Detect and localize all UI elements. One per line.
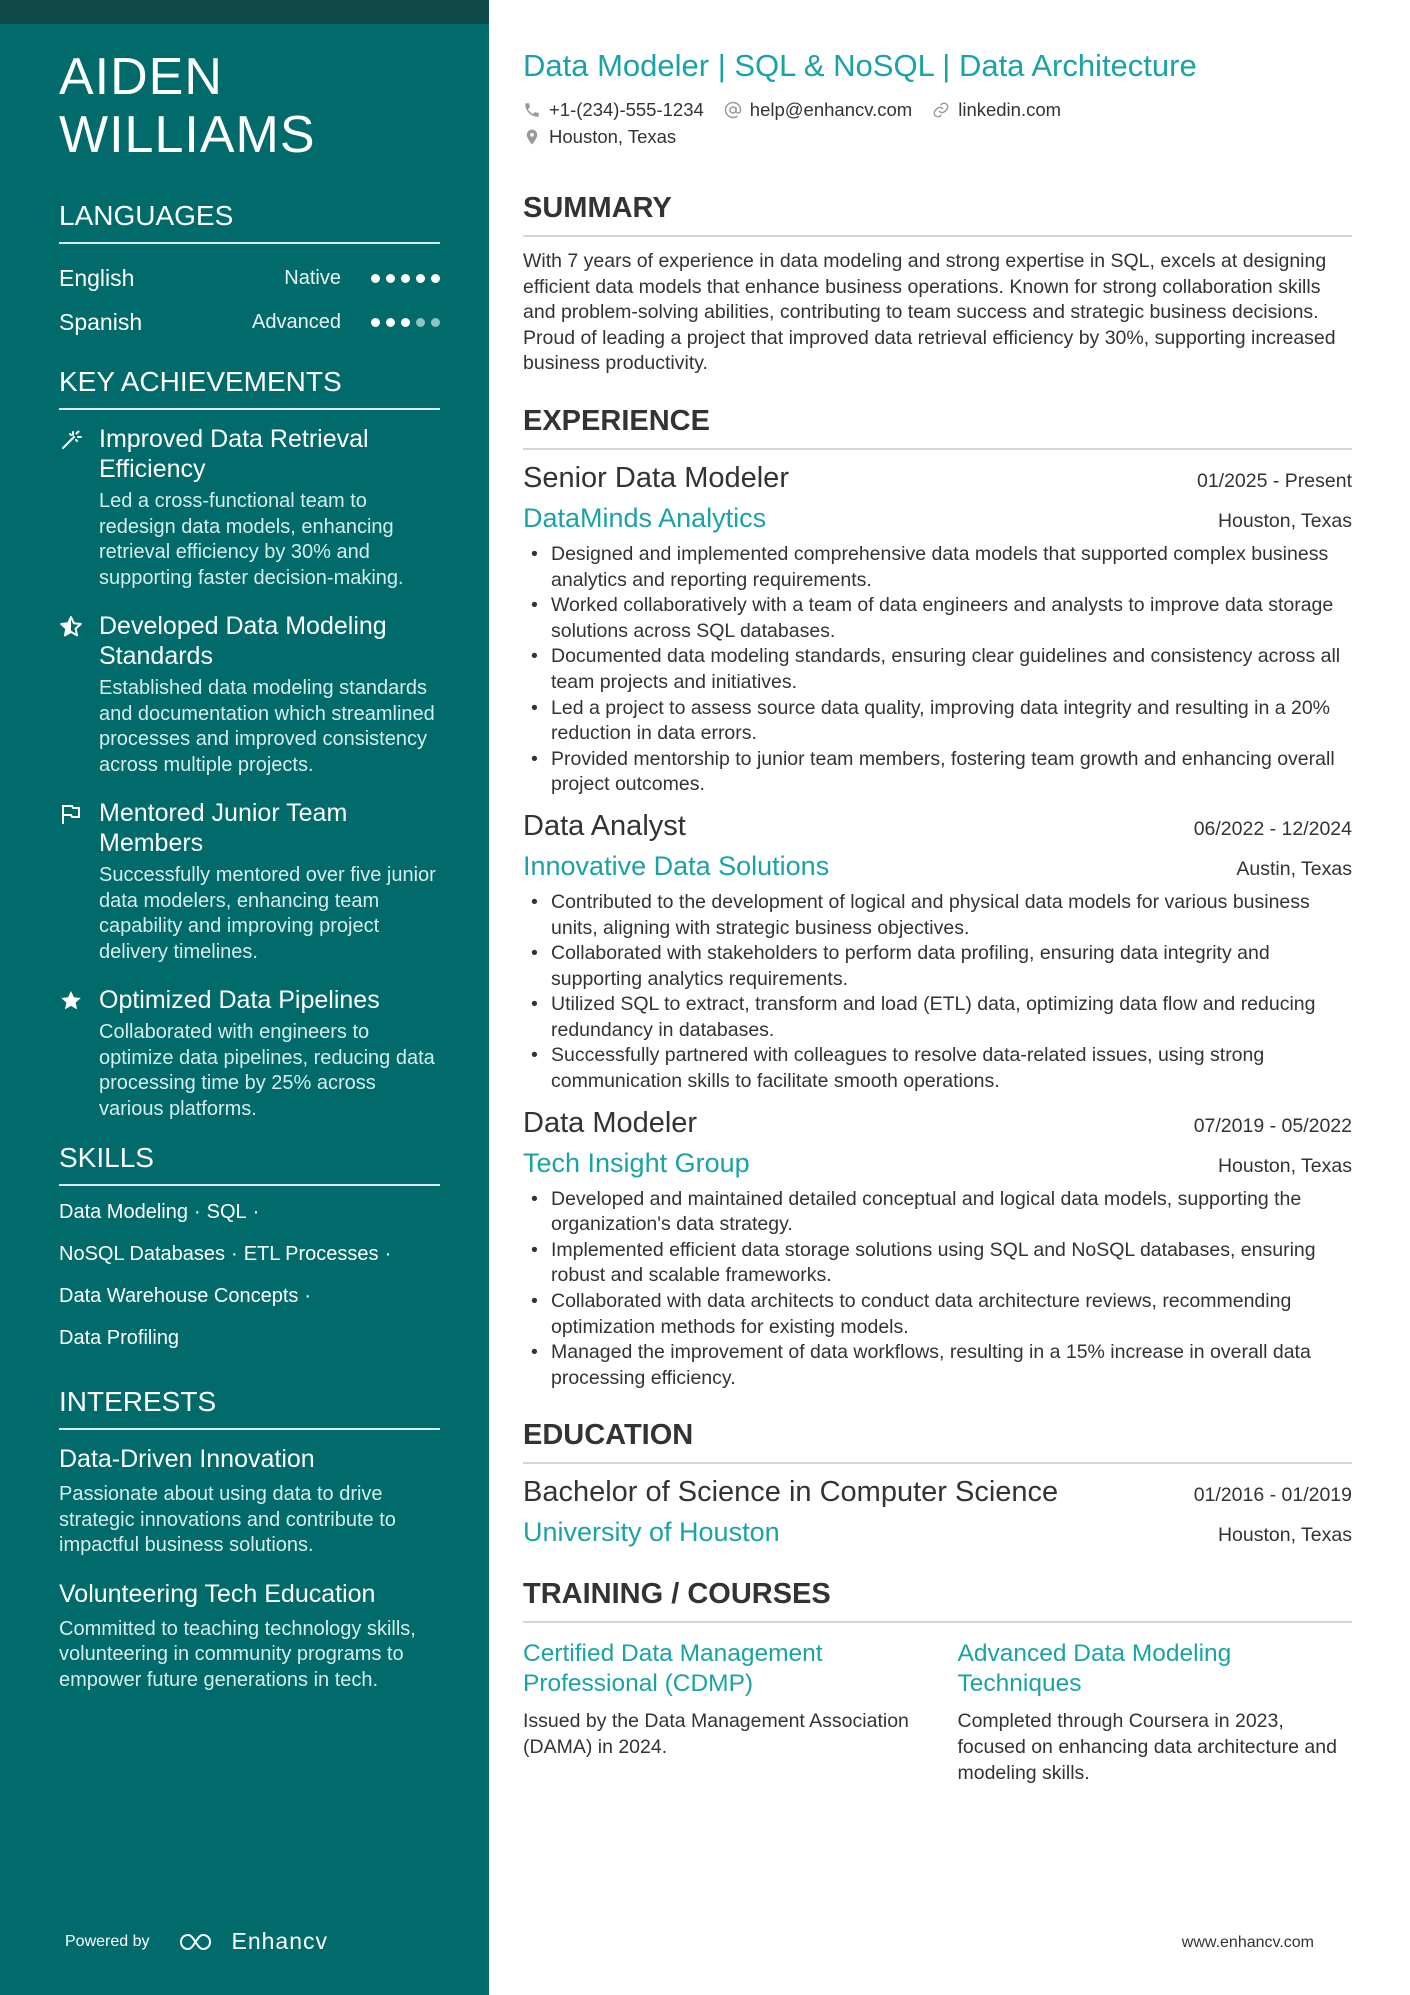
skill-separator: · bbox=[304, 1285, 312, 1307]
phone-contact[interactable] bbox=[523, 99, 704, 121]
sidebar bbox=[0, 0, 489, 1995]
training-section bbox=[523, 1578, 1352, 1786]
star-icon bbox=[59, 985, 99, 1122]
star-half-icon bbox=[59, 611, 99, 778]
language-name: English bbox=[59, 264, 135, 291]
job-date: 07/2019 - 05/2022 bbox=[1193, 1114, 1352, 1137]
degree-title: Bachelor of Science in Computer Science bbox=[523, 1476, 1059, 1509]
skill-line bbox=[59, 1200, 440, 1224]
job-bullet: • Implemented efficient data storage solutions using SQL and NoSQL databases, ensuring robust and scalable frameworks. bbox=[523, 1238, 1352, 1289]
interests-section bbox=[59, 1386, 440, 1693]
language-row bbox=[59, 256, 440, 300]
interest-desc: Committed to teaching technology skills, volunteering in community programs to empower future generations in tech. bbox=[59, 1617, 416, 1691]
summary-heading: SUMMARY bbox=[523, 192, 1352, 237]
enhancv-logo[interactable] bbox=[178, 1928, 329, 1955]
achievement-desc: Collaborated with engineers to optimize data pipelines, reducing data processing time by 25% across various platforms. bbox=[99, 1021, 435, 1120]
achievement-item bbox=[59, 611, 440, 778]
job-bullet: • Contributed to the development of logical and physical data models for various business units, aligning with strategic business objectives. bbox=[523, 890, 1352, 941]
linkedin-contact[interactable] bbox=[932, 99, 1061, 121]
name-last: WILLIAMS bbox=[59, 106, 316, 164]
skill-tag: NoSQL Databases bbox=[59, 1243, 226, 1265]
achievement-title: Improved Data Retrieval Efficiency bbox=[99, 425, 369, 483]
interest-title: Data-Driven Innovation bbox=[59, 1445, 315, 1473]
flag-icon bbox=[59, 798, 99, 965]
job-bullet: • Led a project to assess source data quality, improving data integrity and resulting in a 20% reduction in data errors. bbox=[523, 696, 1352, 747]
achievements-heading: KEY ACHIEVEMENTS bbox=[59, 366, 440, 410]
summary-text: With 7 years of experience in data modeling and strong expertise in SQL, excels at designing efficient data models that enhance business operations. Known for strong collaboration skills and problem-solving abilities, contributing to team success and strategic business decisions. Proud of leading a project that improved data retrieval efficiency by 30%, supporting increased business productivity. bbox=[523, 250, 1336, 375]
achievement-item bbox=[59, 985, 440, 1122]
powered-by bbox=[65, 1928, 328, 1955]
at-icon bbox=[724, 101, 742, 119]
rating-dot bbox=[401, 318, 410, 327]
job-bullet: • Collaborated with data architects to conduct data architecture reviews, recommending optimization methods for existing models. bbox=[523, 1289, 1352, 1340]
main-content bbox=[523, 0, 1352, 1786]
skill-tag: Data Modeling bbox=[59, 1201, 188, 1223]
location-pin-icon bbox=[523, 128, 541, 146]
job-header bbox=[523, 462, 1352, 495]
rating-dot bbox=[416, 318, 425, 327]
achievement-desc: Established data modeling standards and documentation which streamlined processes and improved consistency across multiple projects. bbox=[99, 677, 435, 776]
education-subheader bbox=[523, 1517, 1352, 1548]
candidate-name bbox=[59, 48, 440, 164]
skill-tag: Data Warehouse Concepts bbox=[59, 1285, 299, 1307]
job-subheader bbox=[523, 503, 1352, 534]
job-date: 01/2025 - Present bbox=[1196, 469, 1352, 492]
job-bullet: • Documented data modeling standards, ensuring clear guidelines and consistency across all team projects and initiatives. bbox=[523, 644, 1352, 695]
interest-title: Volunteering Tech Education bbox=[59, 1579, 376, 1608]
job-location: Houston, Texas bbox=[1217, 509, 1352, 532]
skills-section bbox=[59, 1142, 440, 1350]
skill-line bbox=[59, 1326, 440, 1350]
job-title: Data Analyst bbox=[523, 809, 686, 842]
course-title: Advanced Data Modeling Techniques bbox=[957, 1640, 1232, 1698]
language-row bbox=[59, 300, 440, 344]
job-date: 06/2022 - 12/2024 bbox=[1193, 817, 1352, 840]
job-bullet: • Developed and maintained detailed conceptual and logical data models, supporting the organization's data strategy. bbox=[523, 1187, 1352, 1238]
achievement-title: Optimized Data Pipelines bbox=[99, 986, 380, 1014]
contact-row bbox=[523, 96, 1352, 123]
course-title: Certified Data Management Professional (CDMP) bbox=[523, 1640, 823, 1698]
achievement-item bbox=[59, 798, 440, 965]
skill-tag: ETL Processes bbox=[243, 1243, 379, 1265]
job-title: Senior Data Modeler bbox=[523, 461, 789, 494]
job-bullet: • Managed the improvement of data workflows, resulting in a 15% increase in overall data processing efficiency. bbox=[523, 1340, 1352, 1391]
job-location: Houston, Texas bbox=[1217, 1154, 1352, 1177]
job-bullet: • Successfully partnered with colleagues to resolve data-related issues, using strong communication skills to facilitate smooth operations. bbox=[523, 1043, 1352, 1094]
location-text: Houston, Texas bbox=[549, 125, 677, 147]
skills-heading: SKILLS bbox=[59, 1142, 440, 1186]
education-heading: EDUCATION bbox=[523, 1419, 1352, 1464]
course-desc: Issued by the Data Management Association (DAMA) in 2024. bbox=[523, 1710, 909, 1758]
email-address: help@enhancv.com bbox=[749, 98, 913, 120]
languages-heading: LANGUAGES bbox=[59, 200, 440, 244]
skill-line bbox=[59, 1284, 440, 1308]
powered-by-label: Powered by bbox=[65, 1932, 150, 1950]
interest-desc: Passionate about using data to drive strategic innovations and contribute to impactful business solutions. bbox=[59, 1483, 396, 1556]
achievement-desc: Led a cross-functional team to redesign data models, enhancing retrieval efficiency by 30% and supporting faster decision-making. bbox=[99, 490, 404, 589]
headline: Data Modeler | SQL & NoSQL | Data Architecture bbox=[523, 48, 1197, 83]
job-title: Data Modeler bbox=[523, 1106, 698, 1139]
job-header bbox=[523, 810, 1352, 843]
languages-section bbox=[59, 200, 440, 344]
skill-tag: Data Profiling bbox=[59, 1327, 180, 1349]
language-rating bbox=[371, 318, 440, 327]
job-subheader bbox=[523, 851, 1352, 882]
skill-separator: · bbox=[384, 1243, 392, 1265]
course-desc: Completed through Coursera in 2023, focused on enhancing data architecture and modeling skills. bbox=[957, 1710, 1337, 1784]
interests-heading: INTERESTS bbox=[59, 1386, 440, 1430]
link-icon bbox=[932, 101, 950, 119]
job-company: DataMinds Analytics bbox=[523, 502, 767, 533]
school-location: Houston, Texas bbox=[1217, 1524, 1352, 1547]
job-company: Tech Insight Group bbox=[523, 1147, 750, 1178]
contact-info bbox=[523, 96, 1352, 150]
course-item bbox=[523, 1639, 918, 1786]
course-list bbox=[523, 1639, 1352, 1786]
job-bullet: • Utilized SQL to extract, transform and load (ETL) data, optimizing data flow and reducing redundancy in databases. bbox=[523, 992, 1352, 1043]
rating-dot bbox=[371, 274, 380, 283]
job-bullets bbox=[523, 542, 1352, 798]
job-entry bbox=[523, 810, 1352, 1095]
email-contact[interactable] bbox=[724, 99, 912, 121]
education-header bbox=[523, 1476, 1352, 1509]
summary-section bbox=[523, 192, 1352, 377]
experience-section bbox=[523, 405, 1352, 1391]
achievement-item bbox=[59, 424, 440, 591]
achievement-title: Mentored Junior Team Members bbox=[99, 799, 348, 857]
rating-dot bbox=[386, 274, 395, 283]
sidebar-top-bar bbox=[0, 0, 489, 24]
location-contact bbox=[523, 126, 676, 148]
job-bullet: • Provided mentorship to junior team members, fostering team growth and enhancing overall project outcomes. bbox=[523, 747, 1352, 798]
job-entry bbox=[523, 1107, 1352, 1392]
rating-dot bbox=[431, 274, 440, 283]
enhancv-logo-icon bbox=[178, 1931, 222, 1953]
rating-dot bbox=[431, 318, 440, 327]
school-name: University of Houston bbox=[523, 1517, 780, 1548]
education-date: 01/2016 - 01/2019 bbox=[1193, 1484, 1352, 1507]
enhancv-brand: Enhancv bbox=[231, 1928, 329, 1954]
rating-dot bbox=[416, 274, 425, 283]
skill-separator: · bbox=[252, 1201, 260, 1223]
magic-wand-icon bbox=[59, 424, 99, 591]
rating-dot bbox=[371, 318, 380, 327]
skill-separator: · bbox=[193, 1201, 201, 1223]
job-bullet: • Worked collaboratively with a team of data engineers and analysts to improve data storage solutions across SQL databases. bbox=[523, 593, 1352, 644]
achievement-title: Developed Data Modeling Standards bbox=[99, 612, 387, 670]
job-bullet: • Designed and implemented comprehensive data models that supported complex business analytics and reporting requirements. bbox=[523, 542, 1352, 593]
rating-dot bbox=[401, 274, 410, 283]
education-section bbox=[523, 1419, 1352, 1548]
job-bullets bbox=[523, 1187, 1352, 1392]
contact-row bbox=[523, 123, 1352, 150]
language-name: Spanish bbox=[59, 308, 143, 335]
phone-icon bbox=[523, 101, 541, 119]
achievements-section bbox=[59, 366, 440, 1122]
job-company: Innovative Data Solutions bbox=[523, 850, 830, 881]
job-header bbox=[523, 1107, 1352, 1140]
job-subheader bbox=[523, 1148, 1352, 1179]
job-entry bbox=[523, 462, 1352, 798]
phone-number: +1-(234)-555-1234 bbox=[549, 98, 704, 120]
achievement-desc: Successfully mentored over five junior data modelers, enhancing team capability and improving project delivery timelines. bbox=[99, 864, 436, 963]
skill-line bbox=[59, 1242, 440, 1266]
language-rating bbox=[371, 274, 440, 283]
footer-url[interactable]: www.enhancv.com bbox=[1181, 1934, 1314, 1951]
skill-tag: SQL bbox=[206, 1201, 247, 1223]
language-level: Advanced bbox=[252, 310, 341, 333]
training-heading: TRAINING / COURSES bbox=[523, 1578, 1352, 1623]
course-item bbox=[958, 1639, 1353, 1786]
language-level: Native bbox=[284, 266, 341, 289]
job-bullet: • Collaborated with stakeholders to perform data profiling, ensuring data integrity and supporting analytics requirements. bbox=[523, 941, 1352, 992]
experience-heading: EXPERIENCE bbox=[523, 405, 1352, 450]
linkedin-url: linkedin.com bbox=[958, 98, 1062, 120]
job-bullets bbox=[523, 890, 1352, 1095]
job-location: Austin, Texas bbox=[1236, 857, 1352, 880]
name-first: AIDEN bbox=[59, 48, 223, 106]
rating-dot bbox=[386, 318, 395, 327]
skill-separator: · bbox=[231, 1243, 238, 1265]
